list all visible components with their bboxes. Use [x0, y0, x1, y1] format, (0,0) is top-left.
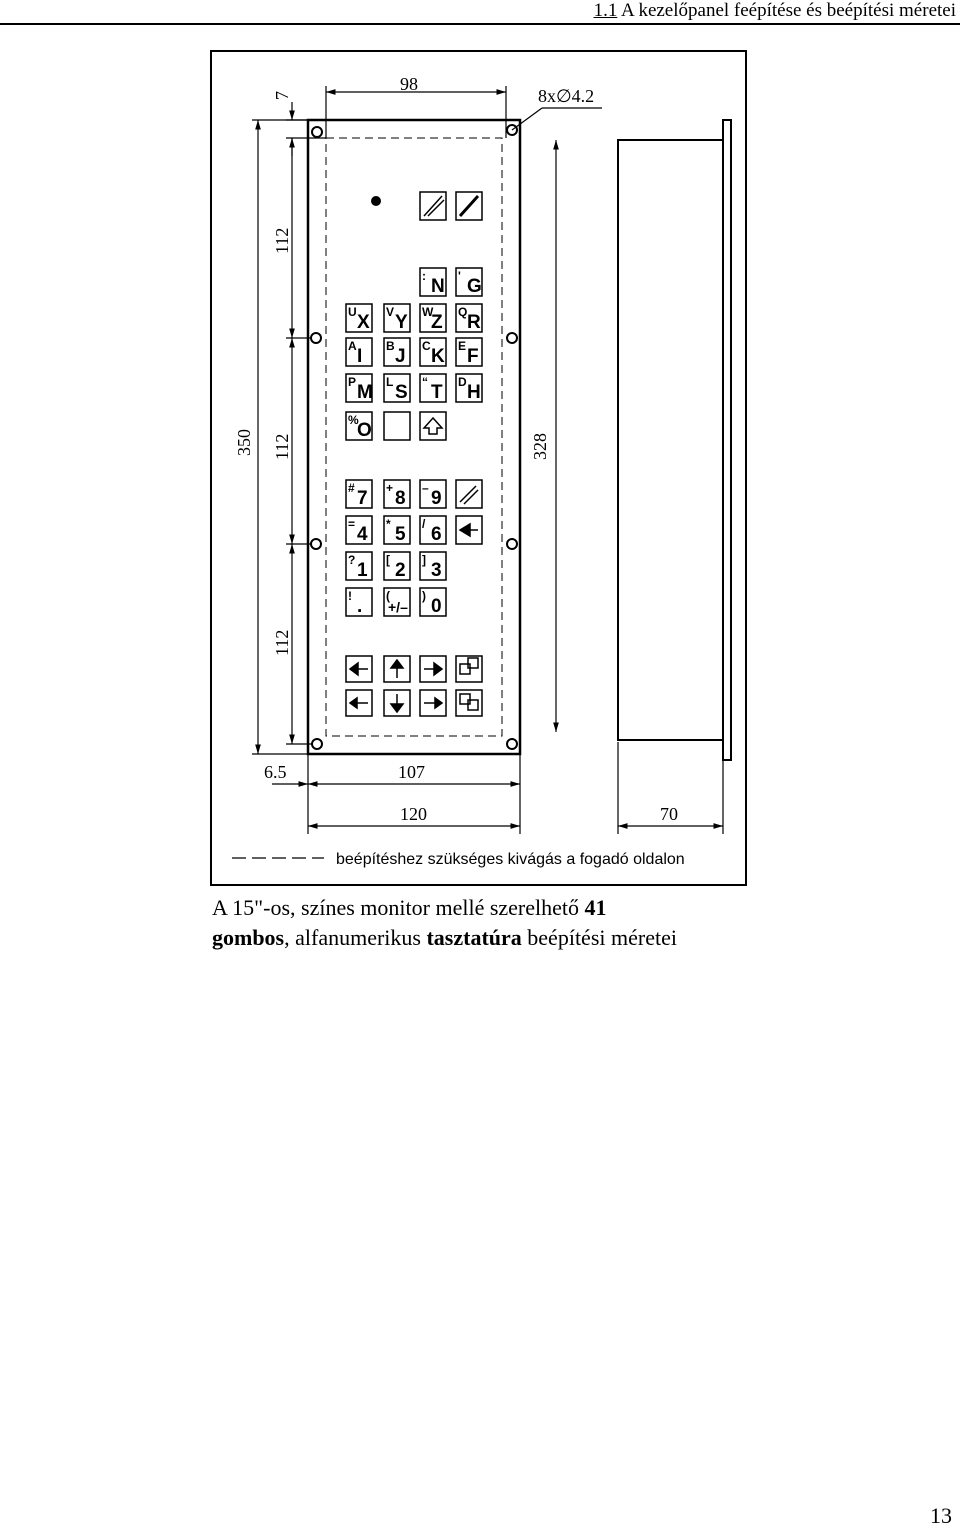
key-main-label: F [467, 346, 479, 367]
key-sub-label: ] [422, 553, 426, 567]
section-number: 1.1 [593, 0, 618, 21]
led-indicator [371, 196, 381, 206]
key-sub-label: – [422, 481, 429, 495]
arrow-left-fast-key[interactable] [346, 656, 372, 682]
numeric-key[interactable] [384, 516, 410, 545]
section-title: A kezelőpanel feépítése és beépítési méretei [621, 0, 956, 21]
key-sub-label: = [348, 517, 356, 531]
caption-text-4: tasztatúra [426, 925, 522, 950]
alpha-key[interactable] [420, 304, 446, 333]
dim-112-c: 112 [272, 629, 292, 656]
key-main-label: 2 [395, 560, 406, 581]
alpha-keypad [346, 268, 482, 441]
key-sub-label: % [348, 413, 359, 427]
key-main-label: 0 [431, 596, 442, 617]
key-main-label: 6 [431, 524, 442, 545]
key-main-label: N [431, 276, 445, 297]
alpha-key[interactable] [384, 374, 410, 403]
key-sub-label: * [386, 517, 391, 531]
figure-caption [212, 893, 772, 953]
page-number: 13 [930, 1503, 952, 1528]
caption-text-5: beépítési méretei [521, 925, 677, 950]
numeric-key[interactable] [420, 588, 446, 617]
numeric-key[interactable] [420, 516, 446, 545]
key-main-label: H [467, 382, 481, 403]
arrow-left-key[interactable] [346, 690, 372, 716]
front-panel [308, 120, 520, 754]
key-sub-label: ? [348, 553, 356, 567]
key-sub-label: + [386, 481, 394, 495]
dim-98: 98 [400, 74, 418, 94]
key-sub-label: [ [386, 553, 390, 567]
key-main-label: 9 [431, 488, 442, 509]
key-main-label: +/– [388, 599, 408, 615]
key-main-label: J [395, 346, 406, 367]
alpha-key[interactable] [346, 374, 373, 403]
alpha-key[interactable] [456, 338, 482, 367]
page-header [0, 0, 960, 24]
arrow-down-key[interactable] [384, 690, 410, 716]
enter-icon [460, 524, 470, 536]
cutout-outline [326, 138, 502, 736]
key-main-label: R [467, 312, 481, 333]
alpha-key[interactable] [456, 374, 482, 403]
arrow-right-fast-key[interactable] [420, 656, 446, 682]
key-sub-label: C [422, 339, 431, 353]
alpha-key[interactable] [456, 268, 482, 297]
numeric-key[interactable] [384, 552, 410, 581]
key-main-label: Z [431, 312, 443, 333]
key-main-label: Y [395, 312, 408, 333]
key-sub-label: P [348, 375, 357, 389]
enter-key[interactable] [456, 516, 482, 544]
numeric-key[interactable] [420, 480, 446, 509]
key-main-label: 1 [357, 560, 368, 581]
dim-holes: 8x∅4.2 [538, 86, 595, 106]
dim-112-a: 112 [272, 227, 292, 254]
caption-count: 41 [584, 895, 607, 920]
key-sub-label: : [422, 269, 426, 283]
header-rule [0, 23, 960, 25]
caption-text-2: gombos [212, 925, 285, 950]
alpha-key[interactable] [420, 268, 446, 297]
alpha-key[interactable] [346, 304, 372, 333]
key-sub-label: ' [458, 269, 461, 283]
key-sub-label: A [348, 339, 357, 353]
alpha-key[interactable] [384, 338, 410, 367]
key-main-label: 5 [395, 524, 406, 545]
dim-107: 107 [398, 762, 425, 782]
dim-350: 350 [234, 429, 254, 456]
hatch-key-2[interactable] [456, 192, 482, 220]
alpha-key[interactable] [420, 374, 446, 403]
arrow-up-key[interactable] [384, 656, 410, 682]
alpha-key[interactable] [346, 338, 372, 367]
key-main-label: 4 [357, 524, 368, 545]
caption-text-3: , alfanumerikus [284, 925, 427, 950]
key-sub-label: Q [458, 305, 468, 319]
shift-arrow-icon [424, 418, 442, 434]
key-sub-label: / [422, 517, 426, 531]
hatch-key-1[interactable] [420, 192, 446, 220]
key-sub-label: L [386, 375, 394, 389]
alpha-key[interactable] [456, 304, 482, 333]
key-main-label: K [431, 346, 445, 367]
panel-drawing [210, 50, 747, 886]
cutout-legend: beépítéshez szükséges kivágás a fogadó oldalon [336, 851, 685, 868]
key-sub-label: B [386, 339, 395, 353]
numeric-key[interactable] [420, 552, 446, 581]
key-main-label: I [357, 346, 363, 367]
side-view [618, 120, 731, 760]
dim-6-5: 6.5 [264, 762, 287, 782]
blank-key[interactable] [384, 412, 410, 440]
alpha-key[interactable] [384, 304, 410, 333]
key-main-label: G [467, 276, 482, 297]
numeric-key[interactable] [384, 588, 410, 616]
key-sub-label: U [348, 305, 357, 319]
caption-text-1: A 15"-os, színes monitor mellé szerelhető [212, 895, 585, 920]
page-up-key[interactable] [456, 656, 482, 682]
numeric-key[interactable] [346, 480, 372, 509]
key-sub-label: # [348, 481, 355, 495]
key-sub-label: D [458, 375, 467, 389]
alpha-key[interactable] [420, 338, 446, 367]
dim-328: 328 [530, 433, 550, 460]
numeric-keypad [346, 480, 446, 617]
running-title [594, 0, 956, 22]
key-sub-label: V [386, 305, 395, 319]
shift-key[interactable] [420, 412, 446, 440]
page-down-key[interactable] [456, 690, 482, 716]
dim-7: 7 [272, 91, 292, 100]
key-main-label: 8 [395, 488, 406, 509]
key-sub-label: ! [348, 589, 352, 603]
numeric-key[interactable] [346, 516, 372, 545]
alpha-key[interactable] [346, 412, 372, 441]
dim-70: 70 [660, 804, 678, 824]
key-sub-label: “ [422, 375, 428, 389]
key-sub-label: E [458, 339, 467, 353]
key-main-label: 7 [357, 488, 368, 509]
key-main-label: O [357, 420, 372, 441]
numeric-key[interactable] [346, 588, 372, 617]
key-sub-label: ( [386, 589, 390, 603]
mounting-holes [311, 125, 517, 749]
key-sub-label: W [422, 305, 434, 319]
arrow-right-key[interactable] [420, 690, 446, 716]
numeric-key[interactable] [346, 552, 372, 581]
numeric-key[interactable] [384, 480, 410, 509]
edit-key[interactable] [456, 480, 482, 508]
key-main-label: T [431, 382, 443, 403]
key-main-label: . [357, 596, 363, 617]
dim-112-b: 112 [272, 433, 292, 460]
dim-120: 120 [400, 804, 427, 824]
key-sub-label: ) [422, 589, 426, 603]
key-main-label: M [357, 382, 373, 403]
key-main-label: X [357, 312, 370, 333]
technical-drawing [212, 52, 749, 888]
key-main-label: 3 [431, 560, 442, 581]
key-main-label: S [395, 382, 408, 403]
